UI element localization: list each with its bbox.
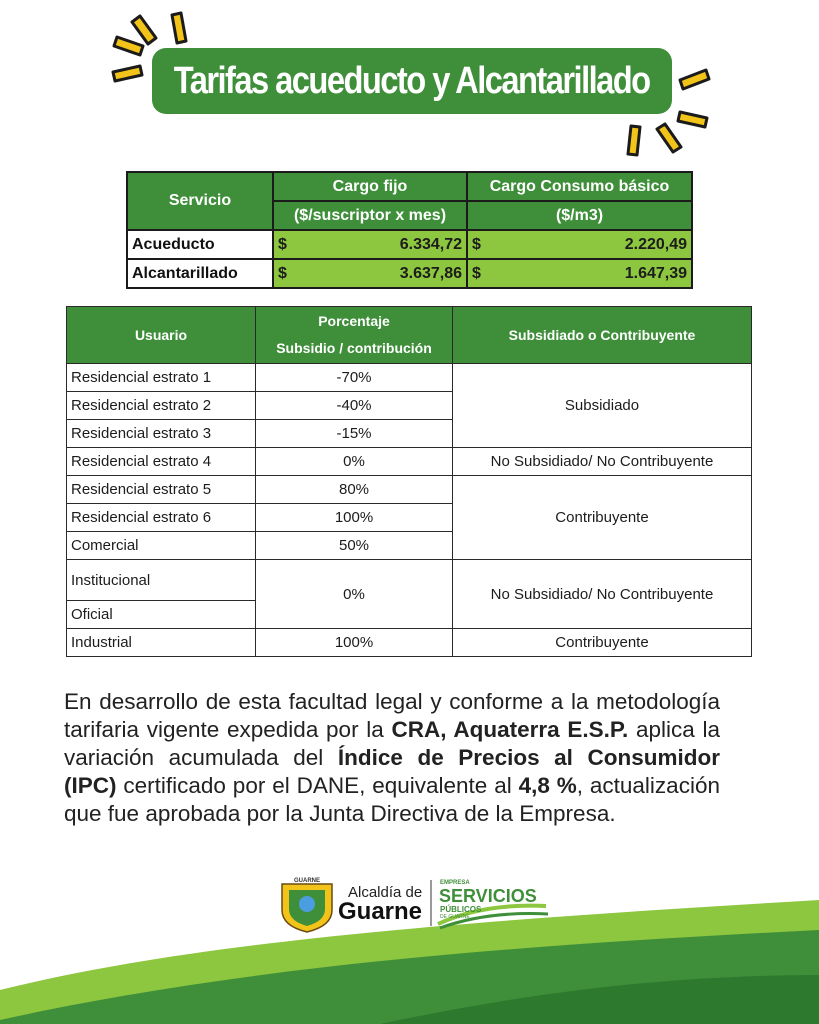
header-cargo-fijo: Cargo fijo: [273, 172, 467, 201]
usuario-cell: Residencial estrato 2: [67, 392, 256, 420]
paragraph-text: En desarrollo de esta facultad legal y conforme a la metodología tarifaria vigente expedida por la: [64, 689, 720, 742]
servicio-cell: Alcantarillado: [127, 259, 273, 288]
tariff-table: [126, 171, 693, 289]
consumo-value: 1.647,39: [624, 264, 687, 282]
empresa-small: EMPRESA: [440, 880, 470, 886]
currency-symbol: $: [278, 235, 287, 253]
header-consumo-unit: ($/m3): [467, 201, 692, 230]
porcentaje-cell: 100%: [256, 504, 453, 532]
currency-symbol: $: [472, 235, 481, 253]
paragraph-bold: 4,8 %: [518, 773, 577, 798]
porcentaje-cell: 50%: [256, 532, 453, 560]
currency-symbol: $: [278, 264, 287, 282]
currency-symbol: $: [472, 264, 481, 282]
paragraph-text: aplica la variación acumulada del: [64, 717, 720, 770]
table-row: [67, 448, 752, 476]
cargo-fijo-cell: [273, 259, 467, 288]
subsidy-table: [66, 306, 752, 657]
usuario-cell: Residencial estrato 5: [67, 476, 256, 504]
shield-label: GUARNE: [293, 878, 321, 884]
usuario-cell: Residencial estrato 4: [67, 448, 256, 476]
tipo-cell: No Subsidiado/ No Contribuyente: [453, 560, 752, 629]
consumo-cell: [467, 230, 692, 259]
porcentaje-cell: 0%: [256, 560, 453, 629]
consumo-cell: [467, 259, 692, 288]
table-row: [67, 560, 752, 601]
header-servicio: Servicio: [127, 172, 273, 230]
header-tipo: Subsidiado o Contribuyente: [453, 307, 752, 364]
page-title: Tarifas acueducto y Alcantarillado: [174, 59, 650, 102]
usuario-cell: Industrial: [67, 629, 256, 657]
usuario-cell: Residencial estrato 1: [67, 364, 256, 392]
porcentaje-cell: 0%: [256, 448, 453, 476]
alcaldia-line1: Alcaldía de: [348, 884, 423, 901]
header-usuario: Usuario: [67, 307, 256, 364]
empresa-mid: PÚBLICOS: [440, 905, 482, 914]
porcentaje-cell: 100%: [256, 629, 453, 657]
empresa-big: SERVICIOS: [439, 886, 537, 906]
header-porcentaje-line1: Porcentaje: [318, 313, 390, 329]
consumo-value: 2.220,49: [624, 235, 687, 253]
table-row: [127, 259, 692, 288]
usuario-cell: Residencial estrato 3: [67, 420, 256, 448]
tipo-cell: Subsidiado: [453, 364, 752, 448]
cargo-fijo-cell: [273, 230, 467, 259]
usuario-cell: Institucional: [67, 560, 256, 601]
header-cargo-fijo-unit: ($/suscriptor x mes): [273, 201, 467, 230]
empresa-tiny: DE GUARNE: [440, 914, 470, 920]
porcentaje-cell: -70%: [256, 364, 453, 392]
footer-logos: [278, 874, 558, 934]
tipo-cell: Contribuyente: [453, 476, 752, 560]
description-paragraph: [64, 688, 720, 828]
usuario-cell: Oficial: [67, 601, 256, 629]
tipo-cell: Contribuyente: [453, 629, 752, 657]
paragraph-bold: CRA, Aquaterra E.S.P.: [391, 717, 629, 742]
porcentaje-cell: -15%: [256, 420, 453, 448]
table-row: [127, 230, 692, 259]
table-row: [67, 629, 752, 657]
header-consumo: Cargo Consumo básico: [467, 172, 692, 201]
paragraph-text: certificado por el DANE, equivalente al: [116, 773, 519, 798]
alcaldia-line2: Guarne: [338, 898, 423, 925]
header-porcentaje-line2: Subsidio / contribución: [276, 340, 432, 356]
porcentaje-cell: -40%: [256, 392, 453, 420]
cargo-fijo-value: 6.334,72: [399, 235, 462, 253]
title-banner: [152, 48, 672, 114]
paragraph-text: , actualización que fue aprobada por la Junta Directiva de la Empresa.: [64, 773, 720, 826]
servicio-cell: Acueducto: [127, 230, 273, 259]
porcentaje-cell: 80%: [256, 476, 453, 504]
paragraph-bold: Índice de Precios al Consumidor (IPC): [64, 745, 720, 798]
table-row: [67, 476, 752, 504]
usuario-cell: Comercial: [67, 532, 256, 560]
tipo-cell: No Subsidiado/ No Contribuyente: [453, 448, 752, 476]
cargo-fijo-value: 3.637,86: [399, 264, 462, 282]
usuario-cell: Residencial estrato 6: [67, 504, 256, 532]
table-row: [67, 364, 752, 392]
header-porcentaje: [256, 307, 453, 364]
